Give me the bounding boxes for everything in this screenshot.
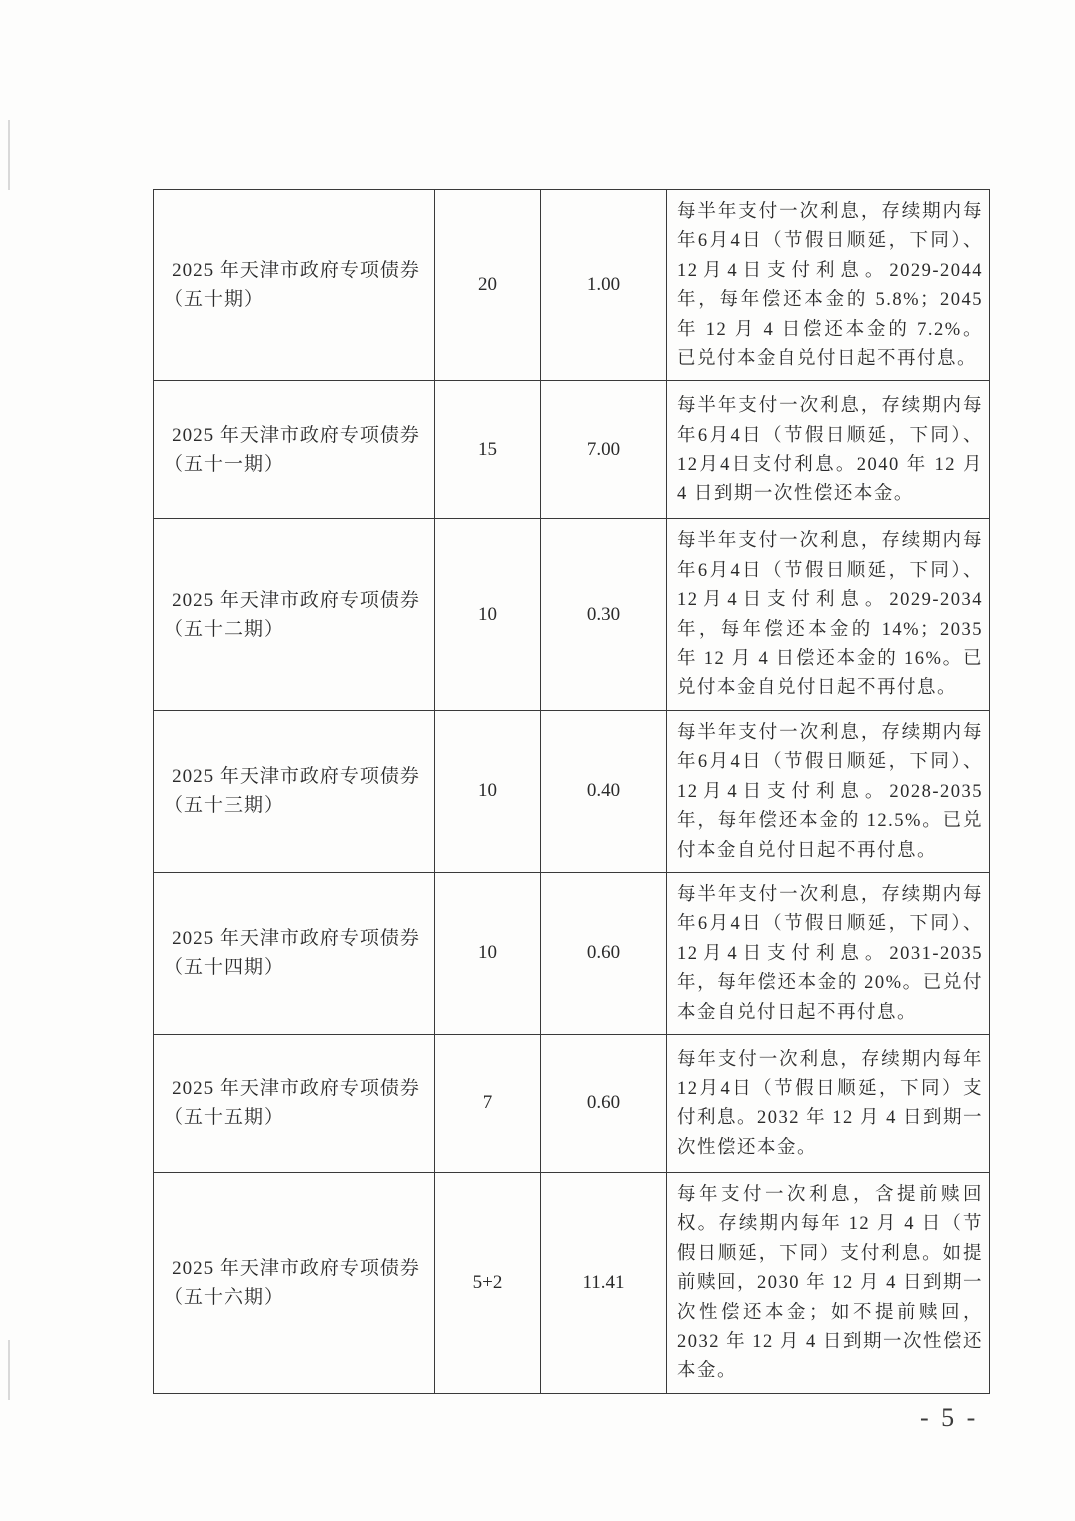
payment-terms: 每年支付一次利息，存续期内每年12月4日（节假日顺延，下同）支付利息。2032 年 12 月 4 日到期一次性偿还本金。 — [667, 1034, 990, 1172]
bond-term: 20 — [435, 190, 541, 381]
bond-term: 10 — [435, 519, 541, 710]
payment-terms: 每半年支付一次利息，存续期内每年6月4日（节假日顺延，下同）、12月4日支付利息。2029-2034 年，每年偿还本金的 14%；2035 年 12 月 4 日偿还本金的 16%。已兑付本金自兑付日起不再付息。 — [667, 519, 990, 710]
bond-issue: （五十四期） — [164, 957, 285, 979]
bond-amount: 1.00 — [541, 190, 667, 381]
table-row — [154, 872, 990, 1034]
bond-issue: （五十五期） — [164, 1107, 285, 1129]
bond-amount: 7.00 — [541, 381, 667, 519]
bond-term: 15 — [435, 381, 541, 519]
bond-term: 5+2 — [435, 1172, 541, 1393]
bond-name-cell — [154, 1034, 435, 1172]
bond-issue: （五十三期） — [164, 795, 285, 817]
table-row — [154, 381, 990, 519]
bond-amount: 0.60 — [541, 1034, 667, 1172]
bond-amount: 0.60 — [541, 872, 667, 1034]
payment-terms: 每半年支付一次利息，存续期内每年6月4日（节假日顺延，下同）、12月4日支付利息。2028-2035 年，每年偿还本金的 12.5%。已兑付本金自兑付日起不再付息。 — [667, 710, 990, 872]
bond-issue: （五十一期） — [164, 453, 285, 475]
table-row — [154, 710, 990, 872]
table-row — [154, 519, 990, 710]
bond-name: 2025 年天津市政府专项债券 — [172, 260, 420, 282]
bond-amount: 0.30 — [541, 519, 667, 710]
payment-terms: 每半年支付一次利息，存续期内每年6月4日（节假日顺延，下同）、12月4日支付利息。2040 年 12 月 4 日到期一次性偿还本金。 — [667, 381, 990, 519]
bond-issue: （五十期） — [164, 289, 265, 311]
bond-name: 2025 年天津市政府专项债券 — [172, 589, 420, 611]
bond-term: 7 — [435, 1034, 541, 1172]
bond-table — [153, 189, 990, 1394]
bond-amount: 11.41 — [541, 1172, 667, 1393]
payment-terms: 每年支付一次利息，含提前赎回权。存续期内每年 12 月 4 日（节假日顺延，下同）支付利息。如提前赎回，2030 年 12 月 4 日到期一次性偿还本金；如不提前赎回，2032 年 12 月 4 日到期一次性偿还本金。 — [667, 1172, 990, 1393]
page-number: - 5 - — [920, 1403, 979, 1432]
table-row — [154, 1172, 990, 1393]
bond-name: 2025 年天津市政府专项债券 — [172, 424, 420, 446]
table-row — [154, 1034, 990, 1172]
bond-name: 2025 年天津市政府专项债券 — [172, 1257, 420, 1279]
bond-name: 2025 年天津市政府专项债券 — [172, 928, 420, 950]
bond-term: 10 — [435, 872, 541, 1034]
bond-name-cell — [154, 1172, 435, 1393]
bond-name-cell — [154, 190, 435, 381]
scan-artifact — [8, 1340, 10, 1400]
bond-name: 2025 年天津市政府专项债券 — [172, 1078, 420, 1100]
bond-name-cell — [154, 519, 435, 710]
bond-name-cell — [154, 872, 435, 1034]
bond-name-cell — [154, 381, 435, 519]
payment-terms: 每半年支付一次利息，存续期内每年6月4日（节假日顺延，下同）、12月4日支付利息。2029-2044 年，每年偿还本金的 5.8%；2045 年 12 月 4 日偿还本金的 7.2%。已兑付本金自兑付日起不再付息。 — [667, 190, 990, 381]
scan-artifact — [8, 120, 10, 190]
bond-name: 2025 年天津市政府专项债券 — [172, 766, 420, 788]
table-row — [154, 190, 990, 381]
bond-amount: 0.40 — [541, 710, 667, 872]
payment-terms: 每半年支付一次利息，存续期内每年6月4日（节假日顺延，下同）、12月4日支付利息。2031-2035 年，每年偿还本金的 20%。已兑付本金自兑付日起不再付息。 — [667, 872, 990, 1034]
bond-name-cell — [154, 710, 435, 872]
bond-term: 10 — [435, 710, 541, 872]
bond-issue: （五十六期） — [164, 1286, 285, 1308]
bond-issue: （五十二期） — [164, 618, 285, 640]
